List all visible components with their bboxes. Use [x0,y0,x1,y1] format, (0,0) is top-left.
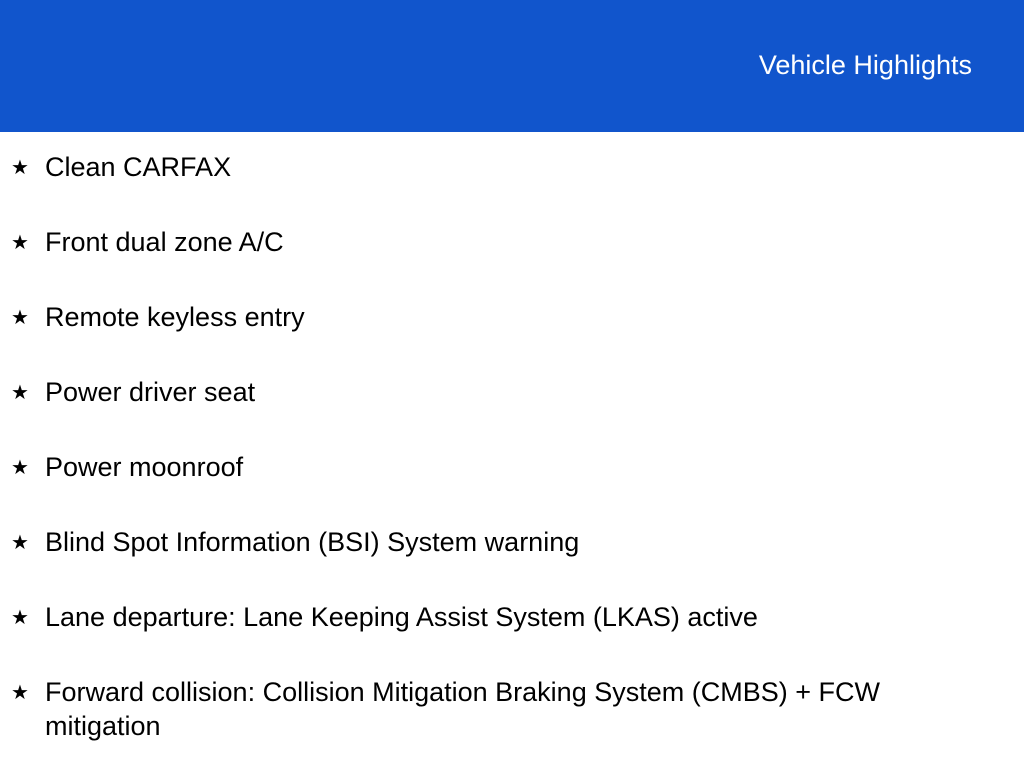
star-icon: ★ [11,605,29,629]
list-item [0,225,1024,259]
list-item [0,150,1024,184]
highlight-text: Lane departure: Lane Keeping Assist System (LKAS) active [45,602,758,632]
star-icon: ★ [11,455,29,479]
star-icon: ★ [11,305,29,329]
page-title: Vehicle Highlights [758,50,972,80]
list-item [0,600,1024,634]
star-icon: ★ [11,380,29,404]
highlight-text: Power moonroof [45,452,244,482]
list-item [0,450,1024,484]
star-icon: ★ [11,155,29,179]
list-item [0,675,1024,743]
list-item [0,375,1024,409]
highlight-text: Remote keyless entry [45,302,305,332]
star-icon: ★ [11,680,29,704]
list-item [0,300,1024,334]
highlight-text: Clean CARFAX [45,152,232,182]
highlight-text: Forward collision: Collision Mitigation Braking System (CMBS) + FCW mitigation [45,677,880,741]
star-icon: ★ [11,530,29,554]
star-icon: ★ [11,230,29,254]
header-banner [0,0,1024,132]
highlight-text: Blind Spot Information (BSI) System warning [45,527,580,557]
highlight-text: Power driver seat [45,377,256,407]
highlight-text: Front dual zone A/C [45,227,284,257]
list-item [0,525,1024,559]
highlights-list [0,150,1024,784]
